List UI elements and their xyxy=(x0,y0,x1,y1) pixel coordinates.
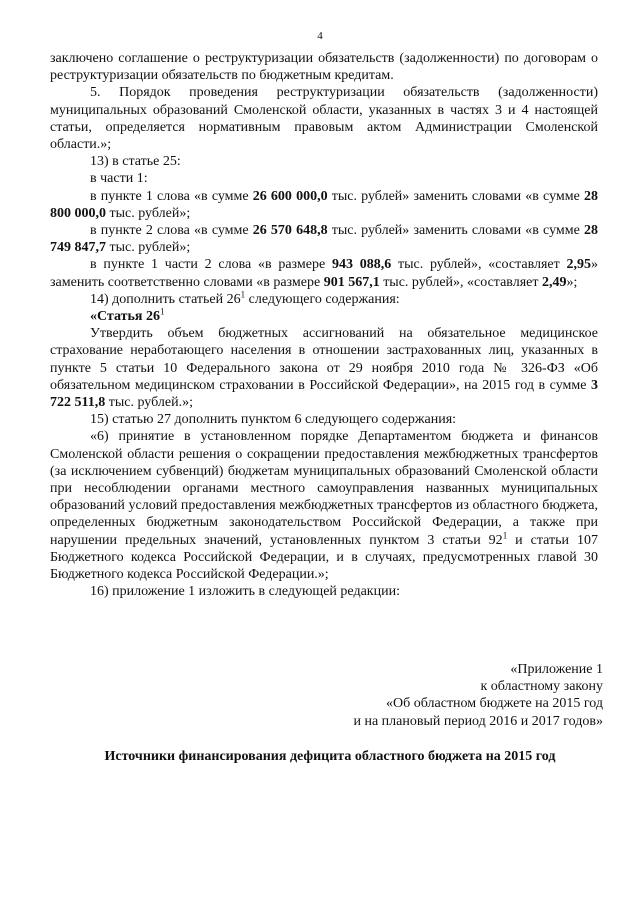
appendix-header xyxy=(303,661,603,730)
appendix-line-3: «Об областном бюджете на 2015 год xyxy=(386,696,603,712)
appendix-line-2: к областному закону xyxy=(480,679,603,695)
part-1-heading: в части 1: xyxy=(90,171,148,187)
paragraph-continuation: заключено соглашение о реструктуризации обязательств (задолженности) по договорам о реструктуризации обязательств по бюджетным кредитам. xyxy=(50,51,598,84)
paragraph-16: 16) приложение 1 изложить в следующей редакции: xyxy=(90,584,400,600)
article-26-1-heading: «Статья $26^1$ xyxy=(90,306,165,325)
point-1-amendment: в пункте 1 слова «в сумме 26 600 000,0 тыс. рублей» заменить словами «в сумме 28 800 000,0 тыс. рублей»; xyxy=(50,188,598,221)
appendix-line-4: и на плановый период 2016 и 2017 годов» xyxy=(353,713,603,729)
article-26-1-text: Утвердить объем бюджетных ассигнований на обязательное медицинское страхование неработающего населения в отношении застрахованных лиц, указанных в пункте 5 статьи 10 Федерального закона от 29 ноября 2010 года № 326-ФЗ «Об обязательном медицинском страховании в Российской Федерации», на 2015 год в сумме 3 722 511,8 тыс. рублей.»; xyxy=(50,326,598,411)
paragraph-15: 15) статью 27 дополнить пунктом 6 следующего содержания: xyxy=(90,412,457,428)
appendix-line-1: «Приложение 1 xyxy=(510,662,603,677)
document-body xyxy=(50,50,598,601)
point-6-text: «6) принятие в установленном порядке Департаментом бюджета и финансов Смоленской области решения о сокращении предоставления межбюджетных трансфертов (за исключением субвенций) бюджетам муниципальных образований Смоленской области при несоблюдении органами местного самоуправления названных муниципальных образований условий предоставления межбюджетных трансфертов из областного бюджета, определенных бюджетным законодательством Российской Федерации, а также при нарушении предельных значений, установленных пунктом 3 статьи $92^1$ и статьи 107 Бюджетного кодекса Российской Федерации, и в случаях, предусмотренных главой 30 Бюджетного кодекса Российской Федерации.»; xyxy=(50,429,599,583)
page-number: 4 xyxy=(317,30,323,42)
table-title: Источники финансирования дефицита областного бюджета на 2015 год xyxy=(104,749,556,764)
point-2-amendment: в пункте 2 слова «в сумме 26 570 648,8 тыс. рублей» заменить словами «в сумме 28 749 847,7 тыс. рублей»; xyxy=(50,223,598,256)
paragraph-14: 14) дополнить статьей $26^1$ следующего содержания: xyxy=(90,289,400,307)
paragraph-5: 5. Порядок проведения реструктуризации обязательств (задолженности) муниципальных образований Смоленской области, указанных в частях 3 и 4 настоящей статьи, определяется нормативным правовым актом Администрации Смоленской области.»; xyxy=(50,85,598,153)
paragraph-13: 13) в статье 25: xyxy=(90,154,181,170)
part-2-amendment: в пункте 1 части 2 слова «в размере 943 088,6 тыс. рублей», «составляет 2,95» заменить соответственно словами «в размере 901 567,1 тыс. рублей», «составляет 2,49»; xyxy=(50,257,599,290)
